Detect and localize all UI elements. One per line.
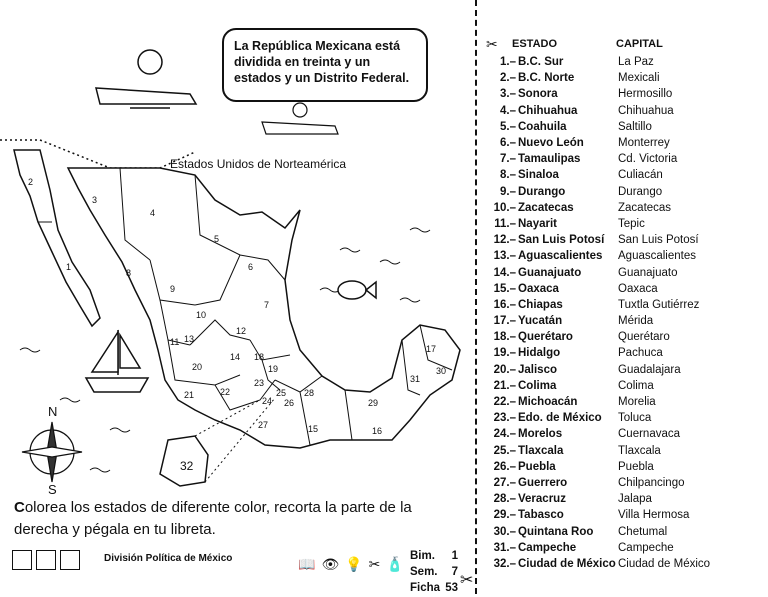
row-number: 17.– xyxy=(493,315,516,328)
people-icon xyxy=(36,550,56,570)
row-estado: Querétaro xyxy=(518,331,573,344)
state-number: 31 xyxy=(410,374,421,384)
north-label: N xyxy=(48,404,58,419)
row-capital: Pachuca xyxy=(618,347,663,360)
row-number: 10.– xyxy=(493,201,516,214)
lesson-meta xyxy=(410,548,458,597)
table-row xyxy=(486,362,766,378)
row-capital: Tlaxcala xyxy=(618,444,661,457)
ficha-value: 53 xyxy=(445,581,458,594)
header-estado: ESTADO xyxy=(512,38,558,50)
state-number: 25 xyxy=(276,388,287,398)
airplane-icon xyxy=(96,50,196,108)
row-number: 23.– xyxy=(493,412,516,425)
table-row xyxy=(486,184,766,200)
row-capital: Toluca xyxy=(618,412,652,425)
state-number: 7 xyxy=(264,300,270,310)
row-estado: Durango xyxy=(518,185,566,198)
table-row xyxy=(486,443,766,459)
sem-value: 7 xyxy=(451,565,458,578)
row-number: 29.– xyxy=(493,509,516,522)
row-capital: Mérida xyxy=(618,315,654,328)
table-row xyxy=(486,410,766,426)
table-row xyxy=(486,378,766,394)
row-capital: La Paz xyxy=(618,56,654,69)
row-number: 2.– xyxy=(500,72,516,85)
row-number: 11.– xyxy=(494,217,516,230)
row-estado: Nayarit xyxy=(518,217,557,230)
footer-title: División Política de México xyxy=(104,553,233,564)
row-capital: Monterrey xyxy=(618,137,670,150)
header-capital: CAPITAL xyxy=(616,38,663,50)
bim-label: Bim. xyxy=(410,549,435,562)
compass-icon xyxy=(22,422,82,482)
row-estado: Guanajuato xyxy=(518,266,582,279)
row-estado: Oaxaca xyxy=(518,282,559,295)
table-row xyxy=(486,248,766,264)
state-number: 3 xyxy=(92,195,98,205)
row-number: 28.– xyxy=(493,493,516,506)
row-estado: Quintana Roo xyxy=(518,525,594,538)
ficha-label: Ficha xyxy=(410,581,441,594)
row-number: 20.– xyxy=(493,363,516,376)
row-estado: Nuevo León xyxy=(518,137,584,150)
usa-label: Estados Unidos de Norteamérica xyxy=(170,157,347,171)
row-number: 25.– xyxy=(493,444,516,457)
row-capital: Puebla xyxy=(618,460,654,473)
state-number: 16 xyxy=(372,426,383,436)
table-row xyxy=(486,119,766,135)
row-estado: Colima xyxy=(518,379,557,392)
state-number: 11 xyxy=(170,337,180,347)
table-row xyxy=(486,54,766,70)
row-number: 4.– xyxy=(500,104,516,117)
scissors-cut-icon: ✂ xyxy=(460,572,474,589)
table-row xyxy=(486,70,766,86)
sem-label: Sem. xyxy=(410,565,438,578)
state-number: 27 xyxy=(258,420,269,430)
cut-line xyxy=(475,0,477,594)
table-row xyxy=(486,216,766,232)
state-number: 5 xyxy=(214,234,220,244)
row-estado: Zacatecas xyxy=(518,201,574,214)
state-number: 23 xyxy=(254,378,265,388)
row-estado: San Luis Potosí xyxy=(518,234,605,247)
row-estado: Guerrero xyxy=(518,476,568,489)
row-capital: Hermosillo xyxy=(618,88,673,101)
state-number: 32 xyxy=(180,459,194,473)
row-estado: Tlaxcala xyxy=(518,444,564,457)
state-number: 12 xyxy=(236,326,247,336)
row-capital: Durango xyxy=(618,185,663,198)
state-number: 8 xyxy=(126,268,132,278)
table-row xyxy=(486,264,766,280)
row-capital: Culiacán xyxy=(618,169,663,182)
book-icon: 📖 xyxy=(298,556,316,572)
row-number: 13.– xyxy=(493,250,516,263)
state-number: 14 xyxy=(230,352,241,362)
row-estado: Hidalgo xyxy=(518,347,561,360)
table-row xyxy=(486,232,766,248)
row-number: 16.– xyxy=(493,298,516,311)
row-capital: Tuxtla Gutiérrez xyxy=(618,298,700,311)
row-number: 3.– xyxy=(500,88,516,101)
bubble-text: La República Mexicana está dividida en treinta y un estados y un Distrito Federal. xyxy=(234,39,410,85)
row-estado: Chiapas xyxy=(518,298,563,311)
row-number: 6.– xyxy=(500,137,516,150)
state-number: 21 xyxy=(184,390,195,400)
state-number: 9 xyxy=(170,284,176,294)
row-capital: Cuernavaca xyxy=(618,428,681,441)
eye-icon: 👁 xyxy=(321,556,340,572)
row-capital: Ciudad de México xyxy=(618,557,711,570)
row-estado: Jalisco xyxy=(518,363,557,376)
footer-icons xyxy=(12,550,80,570)
state-number: 10 xyxy=(196,310,207,320)
bim-value: 1 xyxy=(451,549,458,562)
table-row xyxy=(486,426,766,442)
table-row xyxy=(486,459,766,475)
speech-bubble xyxy=(222,28,428,102)
state-number: 30 xyxy=(436,366,447,376)
row-estado: Morelos xyxy=(518,428,563,441)
state-number: 18 xyxy=(254,352,265,362)
state-number: 29 xyxy=(368,398,379,408)
row-number: 7.– xyxy=(500,153,516,166)
row-number: 1.– xyxy=(500,56,516,69)
table-row xyxy=(486,556,766,572)
row-number: 12.– xyxy=(493,234,516,247)
table-row xyxy=(486,281,766,297)
table-body xyxy=(486,54,766,572)
row-capital: Campeche xyxy=(618,541,674,554)
scissors-icon: ✂ xyxy=(368,556,381,572)
table-row xyxy=(486,329,766,345)
state-number: 26 xyxy=(284,398,295,408)
row-capital: Villa Hermosa xyxy=(618,509,690,522)
row-number: 8.– xyxy=(500,169,516,182)
row-estado: Puebla xyxy=(518,460,556,473)
state-number: 19 xyxy=(268,364,279,374)
table-row xyxy=(486,345,766,361)
row-number: 18.– xyxy=(493,331,516,344)
row-number: 15.– xyxy=(493,282,516,295)
row-estado: Aguascalientes xyxy=(518,250,603,263)
table-row xyxy=(486,507,766,523)
row-estado: B.C. Norte xyxy=(518,72,575,85)
table-row xyxy=(486,394,766,410)
states-table xyxy=(486,34,766,572)
table-row xyxy=(486,151,766,167)
row-number: 27.– xyxy=(493,476,516,489)
state-number: 20 xyxy=(192,362,203,372)
table-row xyxy=(486,523,766,539)
row-estado: Sonora xyxy=(518,88,558,101)
state-number: 17 xyxy=(426,344,437,354)
person-icon xyxy=(60,550,80,570)
table-row xyxy=(486,491,766,507)
row-estado: Coahuila xyxy=(518,120,567,133)
row-capital: Guadalajara xyxy=(618,363,681,376)
row-estado: Campeche xyxy=(518,541,577,554)
row-capital: Zacatecas xyxy=(618,201,672,214)
row-capital: Oaxaca xyxy=(618,282,658,295)
row-capital: Morelia xyxy=(618,396,656,409)
table-header xyxy=(486,34,766,54)
row-capital: Querétaro xyxy=(618,331,670,344)
row-capital: Chilpancingo xyxy=(618,476,685,489)
row-estado: Michoacán xyxy=(518,396,578,409)
row-number: 9.– xyxy=(500,185,516,198)
row-estado: Edo. de México xyxy=(518,412,602,425)
table-row xyxy=(486,167,766,183)
row-capital: San Luis Potosí xyxy=(618,234,699,247)
table-row xyxy=(486,86,766,102)
table-row xyxy=(486,200,766,216)
table-row xyxy=(486,313,766,329)
instructions xyxy=(14,497,466,541)
south-label: S xyxy=(48,482,57,497)
row-estado: Chihuahua xyxy=(518,104,578,117)
tool-icons xyxy=(298,556,404,573)
state-number: 24 xyxy=(262,396,273,406)
instructions-lead: C xyxy=(14,499,25,516)
row-estado: Tamaulipas xyxy=(518,153,581,166)
scissors-header-icon: ✂ xyxy=(486,35,498,52)
row-capital: Colima xyxy=(618,379,654,392)
row-capital: Chetumal xyxy=(618,525,668,538)
state-number: 13 xyxy=(184,334,195,344)
row-number: 30.– xyxy=(493,525,516,538)
table-row xyxy=(486,475,766,491)
instructions-text: olorea los estados de diferente color, recorta la parte de la derecha y pégala en tu libreta. xyxy=(14,499,412,538)
idea-icon: 💡 xyxy=(345,556,363,572)
row-estado: Yucatán xyxy=(518,315,563,328)
state-number: 15 xyxy=(308,424,319,434)
row-number: 21.– xyxy=(493,379,516,392)
row-number: 14.– xyxy=(493,266,516,279)
row-number: 5.– xyxy=(500,120,516,133)
row-capital: Aguascalientes xyxy=(618,250,696,263)
table-row xyxy=(486,297,766,313)
sailboat-icon xyxy=(86,330,148,392)
table-row xyxy=(486,540,766,556)
table-row xyxy=(486,135,766,151)
row-estado: Ciudad de México xyxy=(518,557,616,570)
row-capital: Chihuahua xyxy=(618,104,674,117)
row-number: 26.– xyxy=(493,460,516,473)
state-number: 22 xyxy=(220,387,231,397)
table-row xyxy=(486,103,766,119)
small-airplane-icon xyxy=(262,103,338,134)
row-number: 24.– xyxy=(493,428,516,441)
state-number: 2 xyxy=(28,177,34,187)
fish-icon xyxy=(338,281,376,299)
row-capital: Cd. Victoria xyxy=(618,153,678,166)
row-capital: Tepic xyxy=(618,217,645,230)
row-capital: Guanajuato xyxy=(618,266,678,279)
row-capital: Saltillo xyxy=(618,120,652,133)
map-icon xyxy=(12,550,32,570)
row-capital: Jalapa xyxy=(618,493,652,506)
row-number: 22.– xyxy=(493,396,516,409)
glue-icon: 🧴 xyxy=(386,556,404,572)
row-estado: Tabasco xyxy=(518,509,564,522)
row-capital: Mexicali xyxy=(618,72,660,85)
row-estado: Veracruz xyxy=(518,493,566,506)
row-number: 32.– xyxy=(493,557,516,570)
row-number: 19.– xyxy=(493,347,516,360)
state-number: 4 xyxy=(150,208,156,218)
state-number: 1 xyxy=(66,262,72,272)
row-estado: B.C. Sur xyxy=(518,56,564,69)
state-number: 6 xyxy=(248,262,254,272)
state-number: 28 xyxy=(304,388,315,398)
row-estado: Sinaloa xyxy=(518,169,559,182)
row-number: 31.– xyxy=(493,541,516,554)
